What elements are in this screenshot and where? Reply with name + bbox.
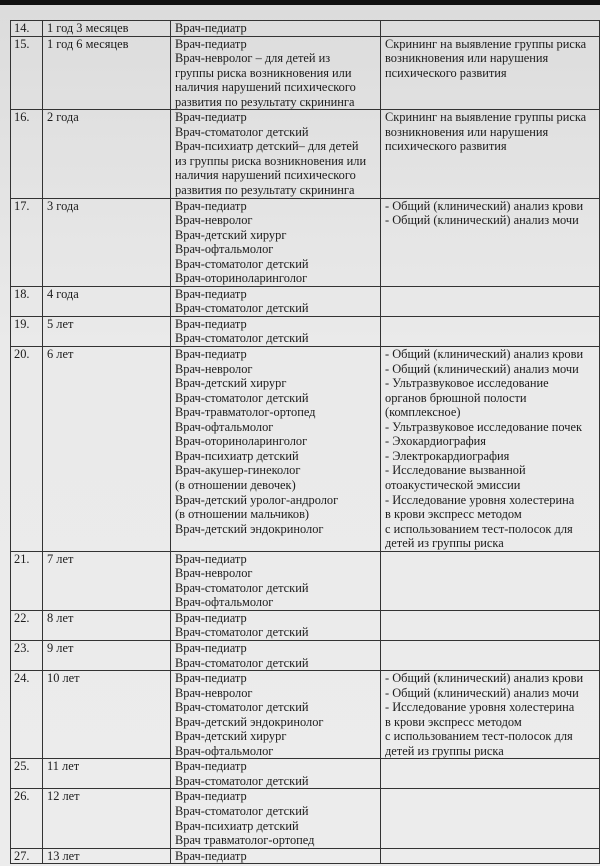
specialist-line: Врач-стоматолог детский <box>175 124 309 139</box>
specialist-line: Врач-стоматолог детский <box>175 773 309 788</box>
study-line: психического развития <box>385 65 507 80</box>
studies-cell <box>381 316 600 346</box>
document-page <box>0 5 600 866</box>
age-cell: 13 лет <box>43 848 171 864</box>
row-number: 17. <box>11 198 43 286</box>
study-line: детей из группы риска <box>385 743 504 758</box>
specialists-cell <box>171 316 381 346</box>
table-row <box>11 551 600 610</box>
specialist-line: Врач-невролог <box>175 685 253 700</box>
study-line: органов брюшной полости <box>385 390 527 405</box>
specialist-line: развития по результату скрининга <box>175 183 355 198</box>
specialist-line: из группы риска возникновения или <box>175 153 367 168</box>
study-line: возникновения или нарушения <box>385 124 549 139</box>
table-body <box>11 21 600 864</box>
study-line: в крови экспресс методом <box>385 714 522 729</box>
study-line: - Общий (клинический) анализ крови <box>385 347 584 362</box>
specialist-line: Врач-педиатр <box>175 789 247 804</box>
study-line: - Ультразвуковое исследование почек <box>385 419 582 434</box>
study-line: - Общий (клинический) анализ крови <box>385 198 584 213</box>
table-row <box>11 286 600 316</box>
specialist-line: Врач-невролог <box>175 566 253 581</box>
row-number: 27. <box>11 848 43 864</box>
specialists-cell <box>171 347 381 552</box>
specialist-line: (в отношении мальчиков) <box>175 507 310 522</box>
row-number: 21. <box>11 551 43 610</box>
row-number: 26. <box>11 789 43 848</box>
specialist-line: (в отношении девочек) <box>175 477 296 492</box>
specialist-line: Врач-оториноларинголог <box>175 434 308 449</box>
specialist-line: Врач-психиатр детский– для детей <box>175 139 359 154</box>
row-number: 19. <box>11 316 43 346</box>
study-line: психического развития <box>385 139 507 154</box>
specialists-cell <box>171 610 381 640</box>
specialist-line: Врач-педиатр <box>175 21 247 35</box>
studies-cell <box>381 640 600 670</box>
study-line: - Эхокардиография <box>385 434 486 449</box>
specialist-line: Врач-психиатр детский <box>175 818 299 833</box>
specialist-line: Врач-невролог <box>175 213 253 228</box>
study-line: - Общий (клинический) анализ мочи <box>385 213 579 228</box>
specialist-line: Врач-детский эндокринолог <box>175 714 324 729</box>
row-number: 20. <box>11 347 43 552</box>
specialist-line: Врач-педиатр <box>175 848 247 863</box>
table-row <box>11 640 600 670</box>
age-cell: 2 года <box>43 110 171 198</box>
table-row <box>11 789 600 848</box>
specialist-line: Врач-детский хирург <box>175 227 287 242</box>
specialist-line: Врач-педиатр <box>175 36 247 51</box>
study-line: Скрининг на выявление группы риска <box>385 36 587 51</box>
study-line: - Исследование уровня холестерина <box>385 492 575 507</box>
specialist-line: Врач-детский уролог-андролог <box>175 492 339 507</box>
study-line: - Общий (клинический) анализ мочи <box>385 685 579 700</box>
specialist-line: Врач-детский хирург <box>175 376 287 391</box>
study-line: - Исследование вызванной <box>385 463 526 478</box>
age-cell: 1 год 3 месяцев <box>43 21 171 37</box>
specialist-line: Врач-стоматолог детский <box>175 331 309 346</box>
specialist-line: Врач-оториноларинголог <box>175 271 308 286</box>
specialist-line: Врач-детский хирург <box>175 729 287 744</box>
studies-cell <box>381 110 600 198</box>
specialist-line: Врач-офтальмолог <box>175 595 274 610</box>
age-cell: 6 лет <box>43 347 171 552</box>
studies-cell <box>381 789 600 848</box>
specialist-line: группы риска возникновения или <box>175 65 352 80</box>
specialist-line: развития по результату скрининга <box>175 94 355 109</box>
studies-cell <box>381 198 600 286</box>
specialist-line: Врач-педиатр <box>175 640 247 655</box>
specialist-line: Врач-педиатр <box>175 198 247 213</box>
specialist-line: Врач-педиатр <box>175 759 247 774</box>
specialist-line: Врач-офтальмолог <box>175 743 274 758</box>
row-number: 18. <box>11 286 43 316</box>
age-cell: 9 лет <box>43 640 171 670</box>
specialists-cell <box>171 286 381 316</box>
study-line: детей из группы риска <box>385 536 504 551</box>
study-line: (комплексное) <box>385 405 461 420</box>
row-number: 22. <box>11 610 43 640</box>
table-row <box>11 610 600 640</box>
table-row <box>11 198 600 286</box>
specialist-line: Врач-невролог <box>175 361 253 376</box>
specialist-line: Врач-психиатр детский <box>175 448 299 463</box>
studies-cell <box>381 671 600 759</box>
row-number: 23. <box>11 640 43 670</box>
specialists-cell <box>171 848 381 864</box>
studies-cell <box>381 551 600 610</box>
age-cell: 5 лет <box>43 316 171 346</box>
studies-cell <box>381 610 600 640</box>
row-number: 15. <box>11 36 43 110</box>
age-cell: 3 года <box>43 198 171 286</box>
specialist-line: Врач-стоматолог детский <box>175 256 309 271</box>
specialist-line: наличия нарушений психического <box>175 168 356 183</box>
studies-cell <box>381 36 600 110</box>
table-row <box>11 848 600 864</box>
studies-cell <box>381 759 600 789</box>
row-number: 14. <box>11 21 43 37</box>
table-row <box>11 316 600 346</box>
specialist-line: Врач-педиатр <box>175 286 247 301</box>
specialist-line: Врач-акушер-гинеколог <box>175 463 301 478</box>
table-row <box>11 347 600 552</box>
specialists-cell <box>171 110 381 198</box>
studies-cell <box>381 21 600 37</box>
specialist-line: Врач-стоматолог детский <box>175 390 309 405</box>
age-cell: 1 год 6 месяцев <box>43 36 171 110</box>
study-line: с использованием тест-полосок для <box>385 521 573 536</box>
specialist-line: Врач-детский эндокринолог <box>175 521 324 536</box>
study-line: Скрининг на выявление группы риска <box>385 110 587 125</box>
studies-cell <box>381 347 600 552</box>
table-row <box>11 110 600 198</box>
specialist-line: Врач травматолог-ортопед <box>175 833 315 848</box>
specialist-line: Врач-стоматолог детский <box>175 301 309 316</box>
study-line: - Исследование уровня холестерина <box>385 700 575 715</box>
studies-cell <box>381 848 600 864</box>
age-cell: 11 лет <box>43 759 171 789</box>
specialist-line: Врач-офтальмолог <box>175 419 274 434</box>
specialist-line: Врач-педиатр <box>175 110 247 125</box>
age-cell: 10 лет <box>43 671 171 759</box>
study-line: - Электрокардиография <box>385 448 510 463</box>
specialist-line: Врач-педиатр <box>175 610 247 625</box>
study-line: - Общий (клинический) анализ крови <box>385 671 584 686</box>
specialists-cell <box>171 21 381 37</box>
specialists-cell <box>171 36 381 110</box>
specialist-line: Врач-педиатр <box>175 671 247 686</box>
specialist-line: наличия нарушений психического <box>175 80 356 95</box>
examination-schedule-table <box>10 20 600 864</box>
specialists-cell <box>171 671 381 759</box>
specialist-line: Врач-педиатр <box>175 347 247 362</box>
age-cell: 12 лет <box>43 789 171 848</box>
table-row <box>11 759 600 789</box>
study-line: - Общий (клинический) анализ мочи <box>385 361 579 376</box>
table-row <box>11 21 600 37</box>
study-line: отоакустической эмиссии <box>385 477 521 492</box>
specialist-line: Врач-стоматолог детский <box>175 700 309 715</box>
row-number: 24. <box>11 671 43 759</box>
row-number: 25. <box>11 759 43 789</box>
specialist-line: Врач-невролог – для детей из <box>175 51 331 66</box>
study-line: возникновения или нарушения <box>385 51 549 66</box>
specialist-line: Врач-стоматолог детский <box>175 655 309 670</box>
specialist-line: Врач-стоматолог детский <box>175 580 309 595</box>
age-cell: 7 лет <box>43 551 171 610</box>
specialists-cell <box>171 640 381 670</box>
age-cell: 4 года <box>43 286 171 316</box>
specialists-cell <box>171 759 381 789</box>
specialist-line: Врач-педиатр <box>175 551 247 566</box>
table-row <box>11 671 600 759</box>
specialist-line: Врач-офтальмолог <box>175 242 274 257</box>
study-line: с использованием тест-полосок для <box>385 729 573 744</box>
specialist-line: Врач-стоматолог детский <box>175 803 309 818</box>
specialist-line: Врач-травматолог-ортопед <box>175 405 316 420</box>
study-line: - Ультразвуковое исследование <box>385 376 549 391</box>
studies-cell <box>381 286 600 316</box>
study-line: в крови экспресс методом <box>385 507 522 522</box>
table-row <box>11 36 600 110</box>
specialist-line: Врач-педиатр <box>175 316 247 331</box>
specialists-cell <box>171 789 381 848</box>
specialists-cell <box>171 551 381 610</box>
specialist-line: Врач-стоматолог детский <box>175 625 309 640</box>
specialists-cell <box>171 198 381 286</box>
row-number: 16. <box>11 110 43 198</box>
age-cell: 8 лет <box>43 610 171 640</box>
